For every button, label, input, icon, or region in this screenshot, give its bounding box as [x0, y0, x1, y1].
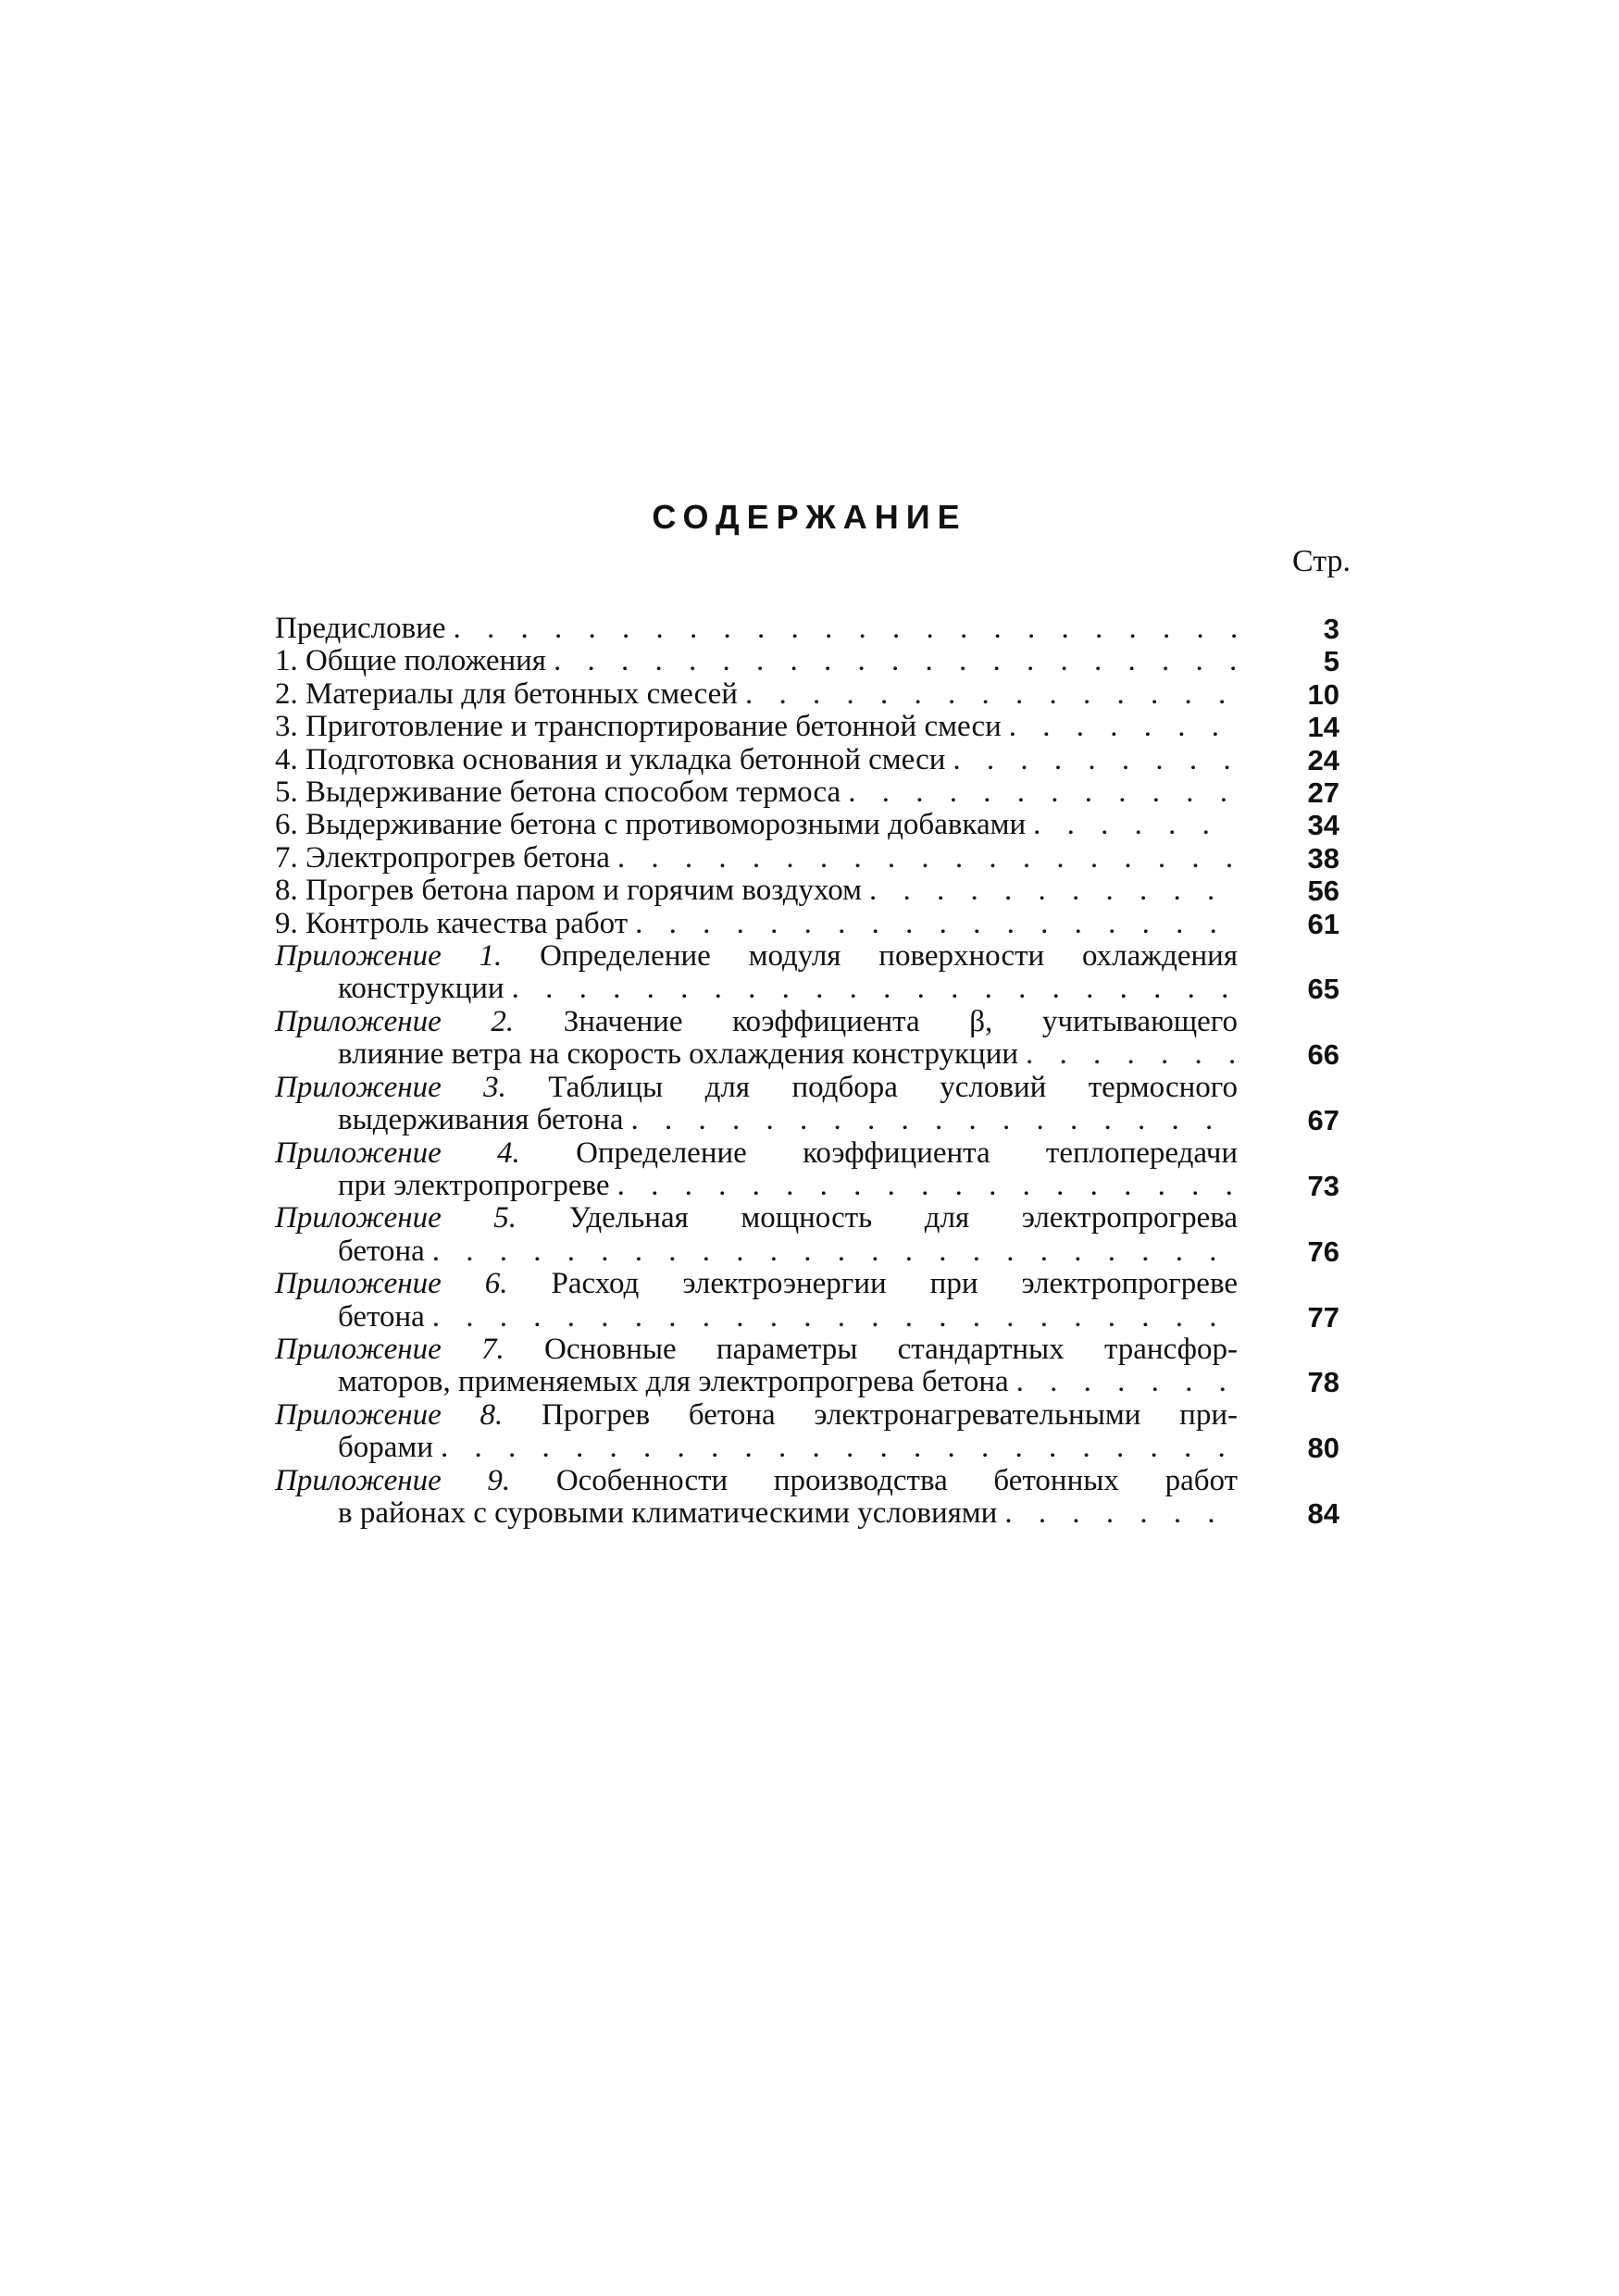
- toc-entry: [275, 1268, 1358, 1334]
- toc-line: [275, 1366, 1238, 1398]
- toc-page-number: 65: [1307, 973, 1339, 1006]
- toc-entry: [275, 1465, 1358, 1531]
- appendix-prefix: Приложение 7.: [275, 1333, 504, 1366]
- toc-line: [275, 776, 1238, 809]
- toc-entry-label: 9. Контроль качества работ: [275, 907, 629, 940]
- toc-entry-label: 5. Выдерживание бетона способом термоса: [275, 776, 841, 810]
- toc-line: [275, 1334, 1238, 1366]
- dot-leader: [441, 1432, 1238, 1464]
- toc-entry-text: [275, 1334, 1238, 1399]
- toc-line: [275, 940, 1238, 973]
- toc-entry-label: выдерживания бетона: [338, 1104, 624, 1137]
- dot-leader: [1009, 711, 1238, 743]
- toc-entry-label: борами: [338, 1432, 433, 1465]
- toc-entry-text: [275, 1137, 1238, 1203]
- toc-entry: [275, 776, 1358, 809]
- toc-entry: [275, 744, 1358, 776]
- toc-line: [275, 1235, 1238, 1268]
- appendix-prefix: Приложение 5.: [275, 1202, 517, 1235]
- toc-line: [275, 1072, 1238, 1104]
- toc-entry-label: бетона: [338, 1235, 425, 1268]
- toc-entry-label: в районах с суровыми климатическими условиями: [338, 1496, 998, 1530]
- page-title: СОДЕРЖАНИЕ: [652, 498, 967, 536]
- toc-entry-text: [275, 908, 1238, 940]
- appendix-prefix: Приложение 3.: [275, 1071, 506, 1104]
- toc-entry: [275, 1202, 1358, 1268]
- toc-entry-label: 6. Выдерживание бетона с противоморозными добавками: [275, 809, 1027, 842]
- toc-page-number: 61: [1307, 907, 1339, 940]
- toc-page-number: 5: [1323, 645, 1339, 678]
- toc-line: [275, 1399, 1238, 1432]
- toc-page-number: 84: [1307, 1496, 1339, 1530]
- dot-leader: [848, 776, 1238, 809]
- toc-entry-text: [275, 842, 1238, 875]
- toc-entry-label: 4. Подготовка основания и укладка бетонной смеси: [275, 743, 946, 776]
- toc-entry-label: влияние ветра на скорость охлаждения конструкции: [338, 1038, 1019, 1072]
- toc-page-number: 78: [1307, 1366, 1339, 1399]
- toc-entry-label: при электропрогреве: [338, 1169, 610, 1202]
- dot-leader: [635, 908, 1238, 940]
- toc-entry-text: [275, 1072, 1238, 1137]
- toc-entry: [275, 1137, 1358, 1203]
- toc-line: [275, 842, 1238, 875]
- toc-entry-text: [275, 678, 1238, 711]
- toc-entry-label: Прогрев бетона электронагревательными при-: [542, 1398, 1238, 1432]
- toc-entry: [275, 1072, 1358, 1137]
- toc-entry-text: [275, 809, 1238, 841]
- toc-entry-label: 3. Приготовление и транспортирование бетонной смеси: [275, 711, 1002, 744]
- toc-line: [275, 1104, 1238, 1136]
- toc-entry-text: [275, 875, 1238, 907]
- toc-entry-text: [275, 1006, 1238, 1072]
- toc-entry-text: [275, 1268, 1238, 1334]
- toc-entry-text: [275, 613, 1238, 645]
- toc-page-number: 38: [1307, 841, 1339, 875]
- toc-line: [275, 1006, 1238, 1038]
- dot-leader: [745, 678, 1238, 711]
- toc-entry: [275, 875, 1358, 907]
- toc-entry: [275, 645, 1358, 677]
- toc-entry-label: 1. Общие положения: [275, 645, 546, 678]
- appendix-prefix: Приложение 9.: [275, 1464, 511, 1497]
- toc-page-number: 76: [1307, 1235, 1339, 1268]
- dot-leader: [953, 744, 1238, 776]
- page-column-label: Стр.: [1291, 544, 1351, 578]
- dot-leader: [512, 973, 1238, 1005]
- toc-page-number: 80: [1307, 1432, 1339, 1465]
- dot-leader: [617, 842, 1238, 875]
- toc-entry-label: Таблицы для подбора условий термосного: [548, 1071, 1238, 1104]
- toc-page-number: 34: [1307, 809, 1339, 842]
- toc-line: [275, 613, 1238, 645]
- toc-line: [275, 1170, 1238, 1202]
- toc-line: [275, 1497, 1238, 1530]
- dot-leader: [869, 875, 1238, 907]
- toc-entry-text: [275, 776, 1238, 809]
- toc-entry: [275, 711, 1358, 743]
- toc-line: [275, 1432, 1238, 1464]
- toc-line: [275, 678, 1238, 711]
- toc-page-number: 3: [1323, 613, 1339, 645]
- appendix-prefix: Приложение 1.: [275, 940, 503, 974]
- toc-entry: [275, 940, 1358, 1006]
- toc-entry: [275, 1334, 1358, 1399]
- toc-page-number: 66: [1307, 1038, 1339, 1072]
- toc-page-number: 77: [1307, 1300, 1339, 1334]
- toc-entry: [275, 908, 1358, 940]
- toc-page-number: 14: [1307, 711, 1339, 744]
- toc-entry-label: Расход электроэнергии при электропрогреве: [551, 1268, 1238, 1301]
- toc-entry-label: Особенности производства бетонных работ: [555, 1464, 1238, 1497]
- toc-page-number: 24: [1307, 743, 1339, 776]
- appendix-prefix: Приложение 2.: [275, 1005, 515, 1038]
- dot-leader: [432, 1235, 1238, 1268]
- dot-leader: [1026, 1038, 1238, 1071]
- toc-page-number: 73: [1307, 1169, 1339, 1202]
- toc-entry-label: бетона: [338, 1300, 425, 1334]
- dot-leader: [454, 613, 1239, 645]
- toc-page-number: 67: [1307, 1104, 1339, 1137]
- appendix-prefix: Приложение 8.: [275, 1398, 504, 1432]
- dot-leader: [554, 645, 1238, 677]
- appendix-prefix: Приложение 4.: [275, 1136, 520, 1170]
- toc-entry-label: Удельная мощность для электропрогрева: [568, 1202, 1238, 1235]
- dot-leader: [1033, 809, 1238, 841]
- toc-line: [275, 744, 1238, 776]
- toc-entry-label: Определение модуля поверхности охлаждения: [540, 940, 1238, 974]
- toc-page-number: 56: [1307, 875, 1339, 908]
- toc-entry: [275, 613, 1358, 645]
- dot-leader: [1004, 1497, 1238, 1530]
- toc-entry: [275, 842, 1358, 875]
- toc-page-number: 27: [1307, 776, 1339, 810]
- toc-entry-label: Определение коэффициента теплопередачи: [576, 1136, 1238, 1170]
- toc-entry-label: 7. Электропрогрев бетона: [275, 841, 610, 875]
- toc-line: [275, 875, 1238, 907]
- toc-line: [275, 1268, 1238, 1300]
- toc-page-number: 10: [1307, 677, 1339, 711]
- dot-leader: [617, 1170, 1238, 1202]
- toc-line: [275, 1465, 1238, 1497]
- toc-line: [275, 908, 1238, 940]
- toc-entry-text: [275, 711, 1238, 743]
- toc-entry: [275, 1399, 1358, 1465]
- toc-entry-text: [275, 645, 1238, 677]
- dot-leader: [631, 1104, 1239, 1136]
- toc-entry: [275, 678, 1358, 711]
- toc-line: [275, 1301, 1238, 1334]
- toc-entry-label: маторов, применяемых для электропрогрева бетона: [338, 1366, 1009, 1399]
- toc-entry-text: [275, 940, 1238, 1006]
- toc-entry-label: конструкции: [338, 973, 504, 1006]
- toc-entry-label: Предисловие: [275, 613, 446, 645]
- toc-entry-label: 8. Прогрев бетона паром и горячим воздухом: [275, 875, 862, 908]
- appendix-prefix: Приложение 6.: [275, 1268, 508, 1301]
- dot-leader: [432, 1301, 1238, 1334]
- toc-line: [275, 645, 1238, 677]
- toc-entry-text: [275, 744, 1238, 776]
- toc-entry-label: Значение коэффициента β, учитывающего: [563, 1005, 1238, 1038]
- toc-line: [275, 1202, 1238, 1235]
- table-of-contents: [275, 613, 1358, 1530]
- toc-entry: [275, 1006, 1358, 1072]
- toc-line: [275, 711, 1238, 743]
- toc-entry-text: [275, 1465, 1238, 1531]
- toc-line: [275, 1038, 1238, 1071]
- toc-line: [275, 1137, 1238, 1170]
- toc-entry-text: [275, 1202, 1238, 1268]
- toc-line: [275, 973, 1238, 1005]
- toc-line: [275, 809, 1238, 841]
- toc-entry: [275, 809, 1358, 841]
- toc-entry-label: Основные параметры стандартных трансфор-: [543, 1333, 1238, 1366]
- dot-leader: [1016, 1366, 1238, 1398]
- toc-entry-label: 2. Материалы для бетонных смесей: [275, 677, 738, 711]
- toc-entry-text: [275, 1399, 1238, 1465]
